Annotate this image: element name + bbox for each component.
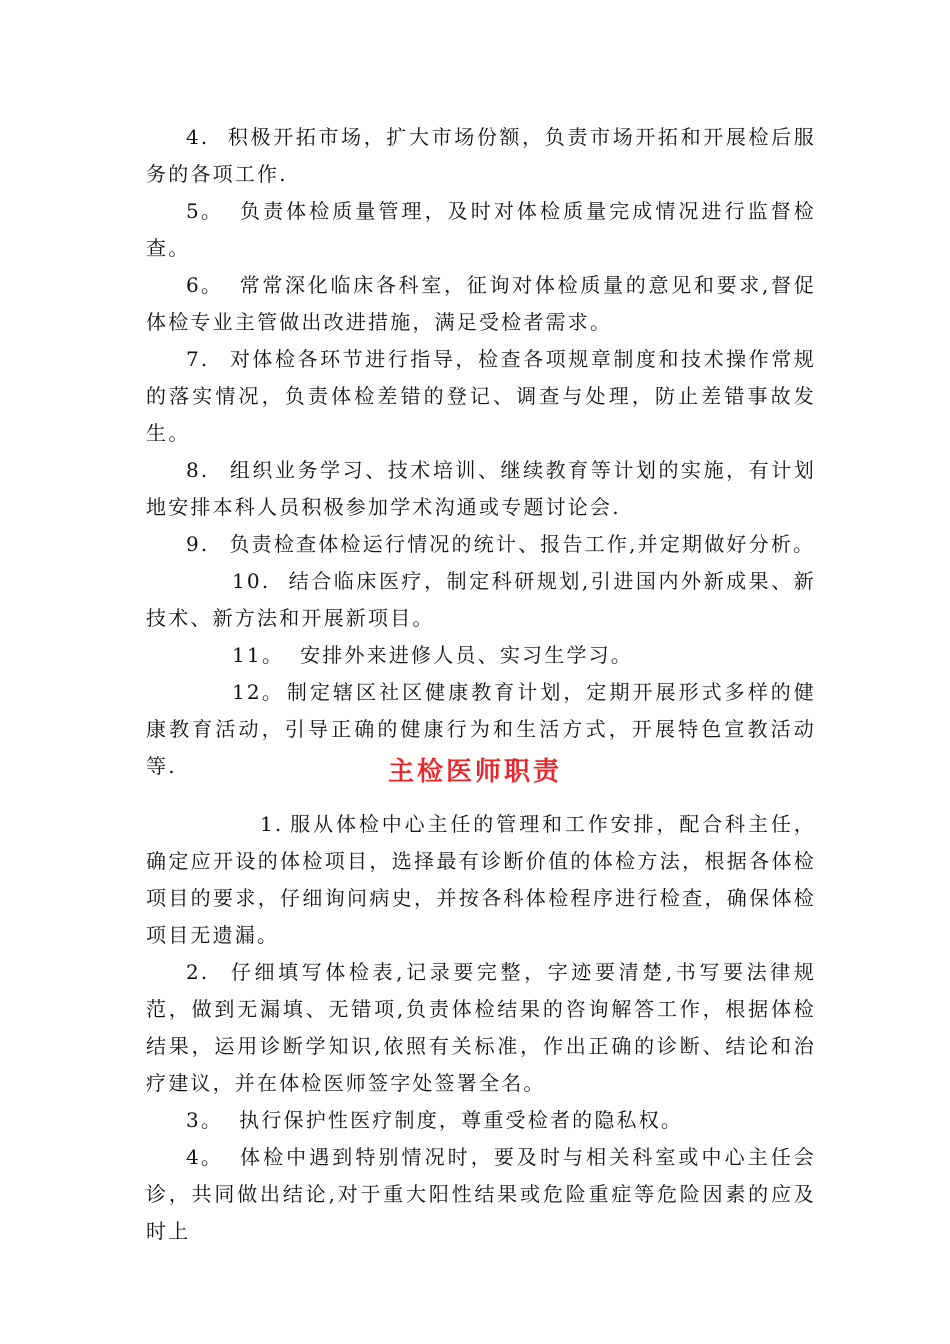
item-number: 3。 <box>186 1108 224 1132</box>
item-number: 5。 <box>186 199 224 223</box>
item-text: 服从体检中心主任的管理和工作安排，配合科主任，确定应开设的体检项目，选择最有诊断价值的体检方法，根据各体检项目的要求，仔细询问病史，并按各科体检程序进行检查，确保体检项目无遗漏。 <box>146 812 816 947</box>
responsibilities-list-continued <box>146 119 816 785</box>
item-number: 1. <box>260 812 284 836</box>
list-item <box>146 341 816 452</box>
item-text: 组织业务学习、技术培训、继续教育等计划的实施，有计划地安排本科人员积极参加学术沟通或专题讨论会. <box>146 458 816 519</box>
item-text: 负责体检质量管理，及时对体检质量完成情况进行监督检查。 <box>146 199 816 260</box>
item-text: 结合临床医疗，制定科研规划,引进国内外新成果、新技术、新方法和开展新项目。 <box>146 569 816 630</box>
item-text: 体检中遇到特别情况时，要及时与相关科室或中心主任会诊，共同做出结论,对于重大阳性结果或危险重症等危险因素的应及时上 <box>146 1145 816 1243</box>
item-number: 9. <box>186 532 210 556</box>
item-number: 11。 <box>232 643 285 667</box>
item-number: 8. <box>186 458 210 482</box>
list-item <box>146 267 816 341</box>
item-number: 2. <box>186 960 210 984</box>
list-item <box>146 563 816 637</box>
item-number: 10. <box>232 569 271 593</box>
item-text: 负责检查体检运行情况的统计、报告工作,并定期做好分析。 <box>229 532 816 556</box>
item-text: 安排外来进修人员、实习生学习。 <box>300 643 634 667</box>
item-text: 制定辖区社区健康教育计划，定期开展形式多样的健康教育活动，引导正确的健康行为和生活方式，开展特色宣教活动等. <box>146 680 816 778</box>
list-item <box>146 526 816 563</box>
chief-examiner-duties-list <box>146 806 816 1250</box>
section-heading: 主检医师职责 <box>387 757 562 787</box>
list-item <box>146 452 816 526</box>
list-item <box>146 119 816 193</box>
item-number: 6。 <box>186 273 224 297</box>
list-item <box>146 954 816 1102</box>
item-text: 积极开拓市场，扩大市场份额，负责市场开拓和开展检后服务的各项工作. <box>146 125 816 186</box>
list-item <box>146 806 816 954</box>
item-number: 4. <box>186 125 210 149</box>
list-item <box>146 1102 816 1139</box>
list-item <box>146 193 816 267</box>
list-item <box>146 1139 816 1250</box>
item-text: 常常深化临床各科室，征询对体检质量的意见和要求,督促体检专业主管做出改进措施，满足受检者需求。 <box>146 273 816 334</box>
item-number: 7. <box>186 347 210 371</box>
item-number: 12。 <box>232 680 285 704</box>
item-text: 执行保护性医疗制度，尊重受检者的隐私权。 <box>239 1108 684 1132</box>
item-text: 对体检各环节进行指导，检查各项规章制度和技术操作常规的落实情况，负责体检差错的登记、调查与处理，防止差错事故发生。 <box>146 347 816 445</box>
list-item <box>146 637 816 674</box>
item-text: 仔细填写体检表,记录要完整，字迹要清楚,书写要法律规范，做到无漏填、无错项,负责体检结果的咨询解答工作，根据体检结果，运用诊断学知识,依照有关标准，作出正确的诊断、结论和治疗建议，并在体检医师签字处签署全名。 <box>146 960 816 1095</box>
item-number: 4。 <box>186 1145 224 1169</box>
